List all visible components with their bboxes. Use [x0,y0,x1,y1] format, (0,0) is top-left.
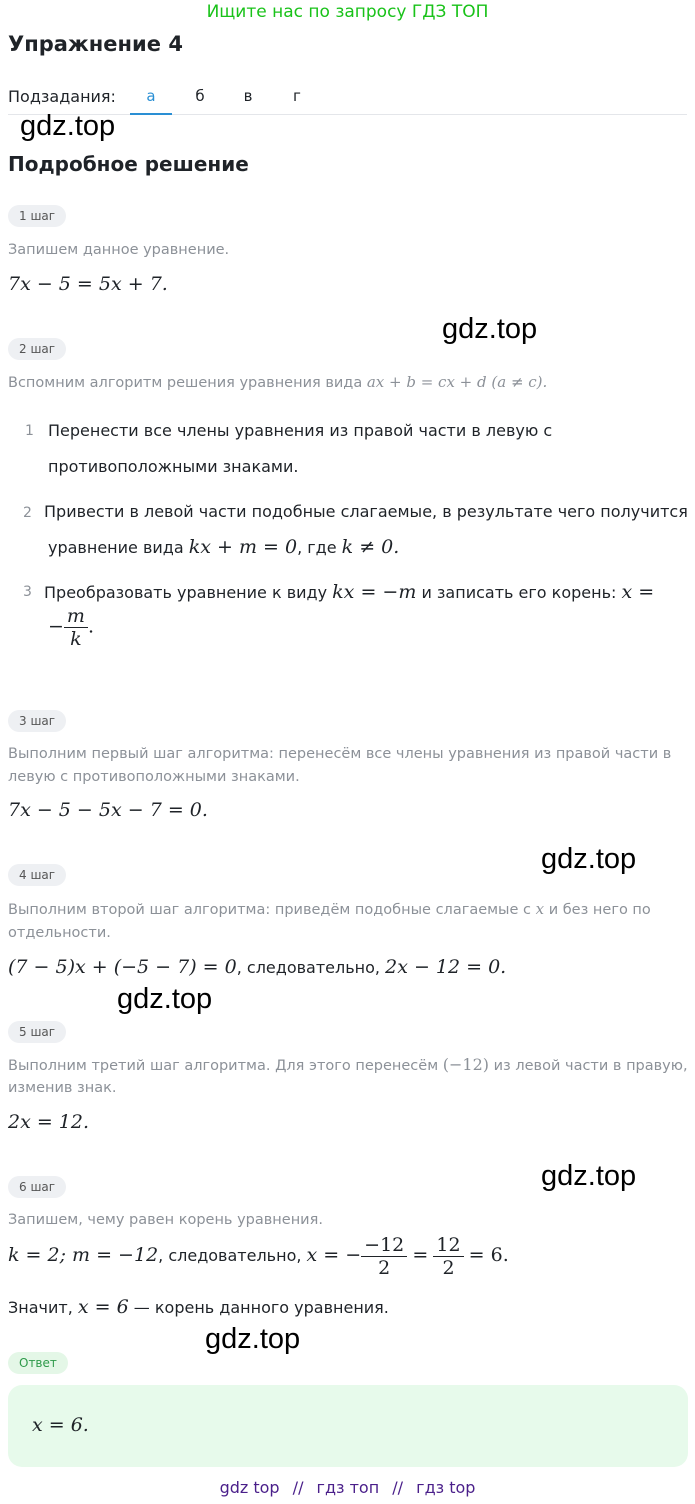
watermark: gdz.top [205,1323,301,1355]
answer-box [8,1385,688,1467]
step-description [8,370,547,395]
inline-math: x = 6 [77,1296,129,1318]
inline-math: = 6. [468,1244,509,1266]
list-item-number: 1 [25,423,34,439]
footer-separator: // [392,1478,404,1497]
step-badge: 1 шаг [8,205,66,227]
list-item-text: противоположными знаками. [48,457,299,476]
top-banner[interactable]: Ищите нас по запросу ГДЗ ТОП [206,2,489,22]
page-title: Упражнение 4 [8,32,183,56]
equals-sign: = [412,1244,429,1266]
footer-links [0,1478,695,1497]
inline-math: x = − [306,1244,362,1266]
step-description: Запишем данное уравнение. [8,242,230,258]
step-badge: 4 шаг [8,864,66,886]
text-fragment: Преобразовать уравнение к виду [44,583,328,602]
step-equation: 2x = 12. [8,1111,90,1133]
text-fragment: , следовательно, [236,958,381,977]
watermark: gdz.top [442,313,538,345]
inline-math: kx = −m [332,581,417,603]
list-item-number: 2 [23,505,32,521]
list-item-text [48,536,399,558]
step-description [8,1053,688,1078]
text-fragment: и без него по [548,902,651,918]
list-item-text: Перенести все члены уравнения из правой части в левую с [48,421,553,440]
text-fragment: и записать его корень: [421,583,617,602]
step-description: Запишем, чему равен корень уравнения. [8,1212,323,1228]
list-item-text [44,581,654,603]
step-equation [8,1234,509,1279]
tab-a[interactable]: а [146,87,156,105]
watermark: gdz.top [20,110,116,142]
answer-badge: Ответ [8,1352,68,1374]
minus-sign: − [48,615,64,638]
step-equation: 7x − 5 = 5x + 7. [8,273,168,295]
step-badge: 2 шаг [8,338,66,360]
footer-link[interactable]: gdz top [219,1478,280,1497]
active-tab-indicator [130,113,172,115]
step-description: левую с противоположными знаками. [8,769,300,785]
fraction [433,1234,463,1279]
fraction [64,605,88,650]
text-fragment: — корень данного уравнения. [133,1298,389,1317]
fraction-numerator: m [64,605,88,628]
watermark: gdz.top [541,843,637,875]
step-description: изменив знак. [8,1080,117,1096]
text-fragment: Выполним третий шаг алгоритма. Для этого перенесём [8,1058,439,1074]
inline-math: (7 − 5)x + (−5 − 7) = 0 [8,956,237,978]
fraction-expression [48,605,94,650]
step-description-text: Вспомним алгоритм решения уравнения вида [8,375,363,391]
section-title: Подробное решение [8,152,249,176]
inline-math: x = [621,581,655,603]
text-fragment: , где [297,538,337,557]
fraction-denominator: 2 [442,1257,455,1279]
list-item-text: Привести в левой части подобные слагаемые, в результате чего получится [44,502,688,521]
conclusion [8,1296,389,1318]
step-badge: 3 шаг [8,710,66,732]
step-equation: 7x − 5 − 5x − 7 = 0. [8,799,208,821]
fraction-numerator: 12 [433,1234,463,1257]
period: . [87,615,94,638]
step-badge: 5 шаг [8,1021,66,1043]
step-badge: 6 шаг [8,1176,66,1198]
fraction-denominator: 2 [378,1257,391,1279]
text-fragment: Значит, [8,1298,73,1317]
tab-g[interactable]: г [293,87,301,105]
step-description [8,897,651,922]
step-description: отдельности. [8,925,111,941]
inline-math: (−12) [442,1055,490,1074]
footer-link[interactable]: гдз топ [316,1478,380,1497]
inline-math: kx + m = 0 [188,536,298,558]
footer-link[interactable]: гдз top [416,1478,476,1497]
step-description: Выполним первый шаг алгоритма: перенесём все члены уравнения из правой части в [8,746,672,762]
tab-b[interactable]: б [195,87,205,105]
list-item-number: 3 [23,584,32,600]
fraction-denominator: k [70,628,82,650]
inline-math: k ≠ 0. [341,536,400,558]
tab-v[interactable]: в [243,87,253,105]
subtasks-label: Подзадания: [8,87,116,106]
inline-math: x [535,900,545,918]
text-fragment: , следовательно, [158,1246,302,1265]
inline-math: k = 2; m = −12 [8,1244,159,1266]
inline-math: 2x − 12 = 0. [385,956,507,978]
footer-separator: // [292,1478,304,1497]
fraction [361,1234,407,1279]
text-fragment: Выполним второй шаг алгоритма: приведём подобные слагаемые с [8,902,532,918]
fraction-numerator: −12 [361,1234,407,1257]
watermark: gdz.top [117,983,213,1015]
step-equation [8,956,506,978]
text-fragment: уравнение вида [48,538,184,557]
inline-math: ax + b = cx + d (a ≠ c). [366,373,548,391]
answer-value: x = 6. [32,1414,89,1436]
watermark: gdz.top [541,1160,637,1192]
text-fragment: из левой части в правую, [493,1058,688,1074]
